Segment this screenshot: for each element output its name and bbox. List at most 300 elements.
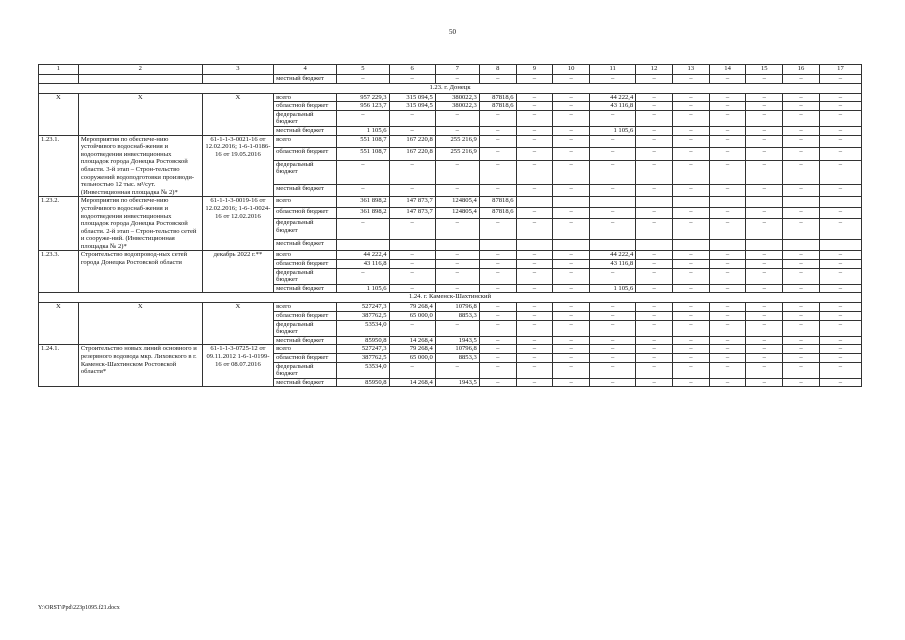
funding-source: областной бюджет xyxy=(274,354,337,363)
value-cell: – xyxy=(435,75,479,84)
value-cell: – xyxy=(590,110,636,126)
item-number: 1.23.2. xyxy=(39,197,79,251)
value-cell: – xyxy=(516,260,553,269)
column-number: 2 xyxy=(78,65,202,75)
value-cell: – xyxy=(553,160,590,184)
value-cell: – xyxy=(672,102,709,111)
value-cell: – xyxy=(709,148,746,161)
value-cell: – xyxy=(783,126,820,135)
value-cell: – xyxy=(709,208,746,219)
value-cell: 380022,3 xyxy=(435,102,479,111)
value-cell: – xyxy=(479,268,516,284)
value-cell: – xyxy=(819,284,861,293)
value-cell: – xyxy=(590,320,636,336)
value-cell: 147 873,7 xyxy=(389,208,435,219)
value-cell: – xyxy=(636,320,673,336)
value-cell: – xyxy=(819,303,861,312)
value-cell: – xyxy=(479,260,516,269)
funding-source: всего xyxy=(274,251,337,260)
value-cell: 167 220,8 xyxy=(389,148,435,161)
value-cell: 87818,6 xyxy=(479,197,516,208)
value-cell: – xyxy=(746,320,783,336)
value-cell: – xyxy=(819,110,861,126)
value-cell: – xyxy=(590,160,636,184)
value-cell: – xyxy=(709,260,746,269)
value-cell: – xyxy=(435,219,479,240)
value-cell: – xyxy=(819,362,861,378)
value-cell: 1 105,6 xyxy=(337,284,389,293)
value-cell: – xyxy=(746,219,783,240)
funding-source: местный бюджет xyxy=(274,284,337,293)
funding-source: областной бюджет xyxy=(274,312,337,321)
value-cell: – xyxy=(709,345,746,354)
value-cell: – xyxy=(672,303,709,312)
value-cell xyxy=(746,240,783,251)
value-cell: – xyxy=(783,260,820,269)
value-cell: 124805,4 xyxy=(435,208,479,219)
funding-source: областной бюджет xyxy=(274,208,337,219)
value-cell xyxy=(819,240,861,251)
funding-source: местный бюджет xyxy=(274,240,337,251)
value-cell: – xyxy=(783,75,820,84)
value-cell: – xyxy=(516,345,553,354)
value-cell: – xyxy=(389,160,435,184)
value-cell: – xyxy=(553,268,590,284)
value-cell: – xyxy=(783,336,820,345)
funding-source: всего xyxy=(274,135,337,148)
value-cell: – xyxy=(553,93,590,102)
value-cell: – xyxy=(479,303,516,312)
item-name: Строительство новых линий основного и резервного водовода мкр. Лиховского в г. Каменск-Шахтинском Ростовской области* xyxy=(78,345,202,387)
column-number: 12 xyxy=(636,65,673,75)
value-cell: – xyxy=(553,102,590,111)
value-cell: – xyxy=(435,362,479,378)
value-cell: – xyxy=(819,336,861,345)
item-number: 1.23.1. xyxy=(39,135,79,197)
item-code: 61-1-1-3-0021-16 от 12.02.2016; 1-6-1-0186-16 от 19.05.2016 xyxy=(202,135,273,197)
value-cell: – xyxy=(783,160,820,184)
value-cell: – xyxy=(553,110,590,126)
value-cell: 87818,6 xyxy=(479,102,516,111)
value-cell: 527247,3 xyxy=(337,345,389,354)
value-cell: – xyxy=(479,320,516,336)
value-cell: – xyxy=(709,75,746,84)
value-cell: – xyxy=(389,219,435,240)
funding-source: федеральный бюджет xyxy=(274,268,337,284)
value-cell: 8853,3 xyxy=(435,354,479,363)
value-cell: – xyxy=(590,362,636,378)
value-cell: – xyxy=(746,354,783,363)
x-marker: Х xyxy=(39,303,79,345)
table-cell xyxy=(202,75,273,84)
value-cell: – xyxy=(553,251,590,260)
funding-source: федеральный бюджет xyxy=(274,362,337,378)
value-cell: – xyxy=(783,208,820,219)
value-cell: – xyxy=(819,219,861,240)
value-cell: – xyxy=(783,184,820,197)
value-cell: – xyxy=(746,135,783,148)
value-cell: 14 268,4 xyxy=(389,378,435,387)
value-cell: – xyxy=(709,336,746,345)
value-cell: – xyxy=(516,126,553,135)
value-cell: – xyxy=(819,135,861,148)
value-cell: – xyxy=(819,354,861,363)
value-cell: – xyxy=(516,284,553,293)
item-code: 61-1-1-3-0019-16 от 12.02.2016; 1-6-1-0024-16 от 12.02.2016 xyxy=(202,197,273,251)
value-cell: – xyxy=(337,160,389,184)
value-cell: – xyxy=(672,160,709,184)
value-cell: – xyxy=(479,378,516,387)
value-cell: – xyxy=(709,320,746,336)
value-cell: – xyxy=(746,93,783,102)
column-number: 10 xyxy=(553,65,590,75)
value-cell: – xyxy=(819,126,861,135)
value-cell: – xyxy=(672,260,709,269)
value-cell: – xyxy=(783,148,820,161)
value-cell: – xyxy=(783,110,820,126)
value-cell: – xyxy=(819,93,861,102)
table-row xyxy=(39,345,862,354)
value-cell: 315 094,5 xyxy=(389,93,435,102)
value-cell: – xyxy=(479,345,516,354)
value-cell: – xyxy=(516,268,553,284)
funding-source: местный бюджет xyxy=(274,75,337,84)
value-cell: – xyxy=(636,303,673,312)
value-cell: – xyxy=(516,336,553,345)
value-cell: – xyxy=(590,75,636,84)
column-number: 1 xyxy=(39,65,79,75)
value-cell xyxy=(337,240,389,251)
value-cell: – xyxy=(516,93,553,102)
value-cell: – xyxy=(672,75,709,84)
value-cell: – xyxy=(746,312,783,321)
value-cell: 956 123,7 xyxy=(337,102,389,111)
value-cell: – xyxy=(636,148,673,161)
value-cell: – xyxy=(746,336,783,345)
value-cell: 85950,8 xyxy=(337,378,389,387)
column-number: 6 xyxy=(389,65,435,75)
value-cell: – xyxy=(746,362,783,378)
value-cell: 1943,5 xyxy=(435,336,479,345)
table-row xyxy=(39,93,862,102)
funding-source: местный бюджет xyxy=(274,336,337,345)
funding-source: местный бюджет xyxy=(274,184,337,197)
column-number: 3 xyxy=(202,65,273,75)
value-cell: – xyxy=(337,75,389,84)
x-marker: Х xyxy=(78,303,202,345)
item-name: Строительство водопровод-ных сетей города Донецка Ростовской области xyxy=(78,251,202,293)
value-cell: 527247,3 xyxy=(337,303,389,312)
funding-source: федеральный бюджет xyxy=(274,110,337,126)
value-cell: 10796,8 xyxy=(435,303,479,312)
value-cell: – xyxy=(636,135,673,148)
table-row xyxy=(39,251,862,260)
value-cell: 380022,3 xyxy=(435,93,479,102)
value-cell: 957 229,3 xyxy=(337,93,389,102)
value-cell: – xyxy=(553,362,590,378)
value-cell: – xyxy=(672,126,709,135)
value-cell: – xyxy=(672,208,709,219)
value-cell: – xyxy=(479,354,516,363)
value-cell: – xyxy=(636,219,673,240)
value-cell: – xyxy=(435,126,479,135)
value-cell: – xyxy=(337,184,389,197)
value-cell: – xyxy=(590,219,636,240)
value-cell: – xyxy=(783,303,820,312)
value-cell xyxy=(672,240,709,251)
funding-source: областной бюджет xyxy=(274,148,337,161)
value-cell: – xyxy=(553,126,590,135)
value-cell: 1943,5 xyxy=(435,378,479,387)
value-cell: – xyxy=(553,303,590,312)
value-cell: – xyxy=(516,312,553,321)
value-cell: – xyxy=(819,378,861,387)
value-cell: 255 216,9 xyxy=(435,148,479,161)
value-cell: – xyxy=(709,102,746,111)
value-cell xyxy=(435,240,479,251)
value-cell: – xyxy=(590,312,636,321)
value-cell: – xyxy=(479,148,516,161)
value-cell: – xyxy=(553,184,590,197)
value-cell: – xyxy=(553,320,590,336)
value-cell: – xyxy=(672,184,709,197)
value-cell: – xyxy=(783,362,820,378)
value-cell: – xyxy=(672,268,709,284)
value-cell: 8853,3 xyxy=(435,312,479,321)
value-cell: – xyxy=(479,362,516,378)
value-cell: – xyxy=(819,260,861,269)
value-cell: – xyxy=(783,93,820,102)
value-cell: – xyxy=(636,260,673,269)
value-cell: – xyxy=(746,102,783,111)
value-cell: 79 268,4 xyxy=(389,345,435,354)
value-cell xyxy=(709,240,746,251)
value-cell: – xyxy=(590,135,636,148)
value-cell: – xyxy=(590,345,636,354)
value-cell: – xyxy=(435,251,479,260)
column-number: 9 xyxy=(516,65,553,75)
value-cell: – xyxy=(783,312,820,321)
table-row xyxy=(39,135,862,148)
value-cell: – xyxy=(389,184,435,197)
value-cell: 1 105,6 xyxy=(590,284,636,293)
file-path-footer: Y:\ORST\Ppd\223p1095.f21.docx xyxy=(38,605,120,611)
value-cell: 43 116,8 xyxy=(590,260,636,269)
value-cell xyxy=(553,197,590,208)
table-row xyxy=(39,197,862,208)
funding-source: местный бюджет xyxy=(274,378,337,387)
value-cell: – xyxy=(516,251,553,260)
value-cell: – xyxy=(516,219,553,240)
value-cell: – xyxy=(337,110,389,126)
value-cell: – xyxy=(590,378,636,387)
value-cell: 361 898,2 xyxy=(337,208,389,219)
value-cell: – xyxy=(636,362,673,378)
value-cell: – xyxy=(746,110,783,126)
value-cell: – xyxy=(516,208,553,219)
value-cell: 361 898,2 xyxy=(337,197,389,208)
value-cell: – xyxy=(553,208,590,219)
value-cell: – xyxy=(590,303,636,312)
value-cell: – xyxy=(479,284,516,293)
value-cell: – xyxy=(819,251,861,260)
value-cell: 65 000,0 xyxy=(389,312,435,321)
value-cell xyxy=(590,240,636,251)
value-cell: 167 220,8 xyxy=(389,135,435,148)
value-cell: – xyxy=(479,312,516,321)
value-cell: 87818,6 xyxy=(479,93,516,102)
value-cell: – xyxy=(479,160,516,184)
value-cell: – xyxy=(709,135,746,148)
value-cell: – xyxy=(636,251,673,260)
section-row xyxy=(39,83,862,93)
value-cell: – xyxy=(516,362,553,378)
value-cell: – xyxy=(746,251,783,260)
value-cell: – xyxy=(590,148,636,161)
value-cell: – xyxy=(389,126,435,135)
value-cell: – xyxy=(819,268,861,284)
value-cell: – xyxy=(636,160,673,184)
value-cell xyxy=(389,240,435,251)
value-cell: – xyxy=(590,336,636,345)
value-cell: – xyxy=(337,268,389,284)
value-cell: – xyxy=(435,284,479,293)
value-cell: – xyxy=(636,208,673,219)
x-marker: Х xyxy=(202,303,273,345)
funding-source: всего xyxy=(274,93,337,102)
column-number: 17 xyxy=(819,65,861,75)
value-cell: – xyxy=(819,184,861,197)
value-cell: – xyxy=(516,110,553,126)
value-cell: – xyxy=(746,268,783,284)
value-cell: – xyxy=(819,102,861,111)
value-cell: – xyxy=(672,110,709,126)
value-cell: – xyxy=(709,219,746,240)
table-cell xyxy=(39,75,79,84)
value-cell: – xyxy=(636,268,673,284)
value-cell: – xyxy=(553,135,590,148)
value-cell: 85950,8 xyxy=(337,336,389,345)
value-cell: – xyxy=(479,219,516,240)
value-cell: – xyxy=(553,148,590,161)
value-cell: – xyxy=(672,378,709,387)
value-cell: – xyxy=(553,75,590,84)
value-cell: – xyxy=(709,378,746,387)
funding-source: областной бюджет xyxy=(274,260,337,269)
value-cell xyxy=(709,197,746,208)
value-cell xyxy=(553,240,590,251)
value-cell: – xyxy=(746,303,783,312)
value-cell: – xyxy=(516,303,553,312)
value-cell xyxy=(819,197,861,208)
value-cell: – xyxy=(783,284,820,293)
value-cell: – xyxy=(783,102,820,111)
value-cell: – xyxy=(746,126,783,135)
value-cell: – xyxy=(709,184,746,197)
value-cell: 124805,4 xyxy=(435,197,479,208)
value-cell: – xyxy=(636,378,673,387)
value-cell: – xyxy=(672,135,709,148)
item-number: 1.24.1. xyxy=(39,345,79,387)
value-cell: – xyxy=(590,208,636,219)
value-cell: – xyxy=(819,320,861,336)
value-cell: – xyxy=(636,110,673,126)
section-title: 1.24. г. Каменск-Шахтинский xyxy=(39,293,862,303)
value-cell: – xyxy=(709,268,746,284)
value-cell: – xyxy=(672,354,709,363)
value-cell xyxy=(672,197,709,208)
value-cell: – xyxy=(672,219,709,240)
funding-source: федеральный бюджет xyxy=(274,160,337,184)
value-cell: – xyxy=(590,184,636,197)
value-cell: – xyxy=(783,320,820,336)
column-number: 5 xyxy=(337,65,389,75)
value-cell: – xyxy=(479,75,516,84)
value-cell: – xyxy=(709,354,746,363)
page-number: 50 xyxy=(449,28,456,36)
value-cell: – xyxy=(672,251,709,260)
value-cell: – xyxy=(389,362,435,378)
value-cell: – xyxy=(479,184,516,197)
value-cell: – xyxy=(590,268,636,284)
value-cell: – xyxy=(516,148,553,161)
item-name: Мероприятия по обеспече-нию устойчивого водоснаб-жения и водоотведения инвестиционных площадок города Донецка Ростовской области. 3-й этап – Строн-тельство сооружений водоподготовки производи-тельностью 12 тыс. м³/сут. (Инвестиционная площадка № 2)* xyxy=(78,135,202,197)
funding-source: всего xyxy=(274,345,337,354)
value-cell: – xyxy=(783,354,820,363)
funding-source: федеральный бюджет xyxy=(274,219,337,240)
value-cell: – xyxy=(636,284,673,293)
column-number: 11 xyxy=(590,65,636,75)
value-cell: – xyxy=(709,284,746,293)
value-cell: – xyxy=(709,303,746,312)
value-cell xyxy=(516,240,553,251)
value-cell: – xyxy=(709,312,746,321)
value-cell: – xyxy=(479,126,516,135)
x-marker: Х xyxy=(202,93,273,135)
value-cell: 87818,6 xyxy=(479,208,516,219)
value-cell: – xyxy=(516,75,553,84)
funding-source: областной бюджет xyxy=(274,102,337,111)
value-cell: – xyxy=(709,160,746,184)
section-row xyxy=(39,293,862,303)
column-number: 14 xyxy=(709,65,746,75)
value-cell: – xyxy=(746,345,783,354)
value-cell: – xyxy=(746,284,783,293)
value-cell: 255 216,9 xyxy=(435,135,479,148)
value-cell: – xyxy=(553,260,590,269)
value-cell: – xyxy=(709,93,746,102)
column-number: 4 xyxy=(274,65,337,75)
value-cell: – xyxy=(783,345,820,354)
value-cell: – xyxy=(746,148,783,161)
value-cell: 43 116,8 xyxy=(590,102,636,111)
value-cell: – xyxy=(819,160,861,184)
table-row xyxy=(39,303,862,312)
value-cell: – xyxy=(435,268,479,284)
value-cell: – xyxy=(746,208,783,219)
value-cell: – xyxy=(819,75,861,84)
value-cell: – xyxy=(819,345,861,354)
value-cell: – xyxy=(479,110,516,126)
value-cell: 387762,5 xyxy=(337,354,389,363)
value-cell: 43 116,8 xyxy=(337,260,389,269)
column-number: 16 xyxy=(783,65,820,75)
value-cell: – xyxy=(746,75,783,84)
value-cell: – xyxy=(479,251,516,260)
value-cell: – xyxy=(389,75,435,84)
value-cell: – xyxy=(672,312,709,321)
value-cell: 44 222,4 xyxy=(590,251,636,260)
